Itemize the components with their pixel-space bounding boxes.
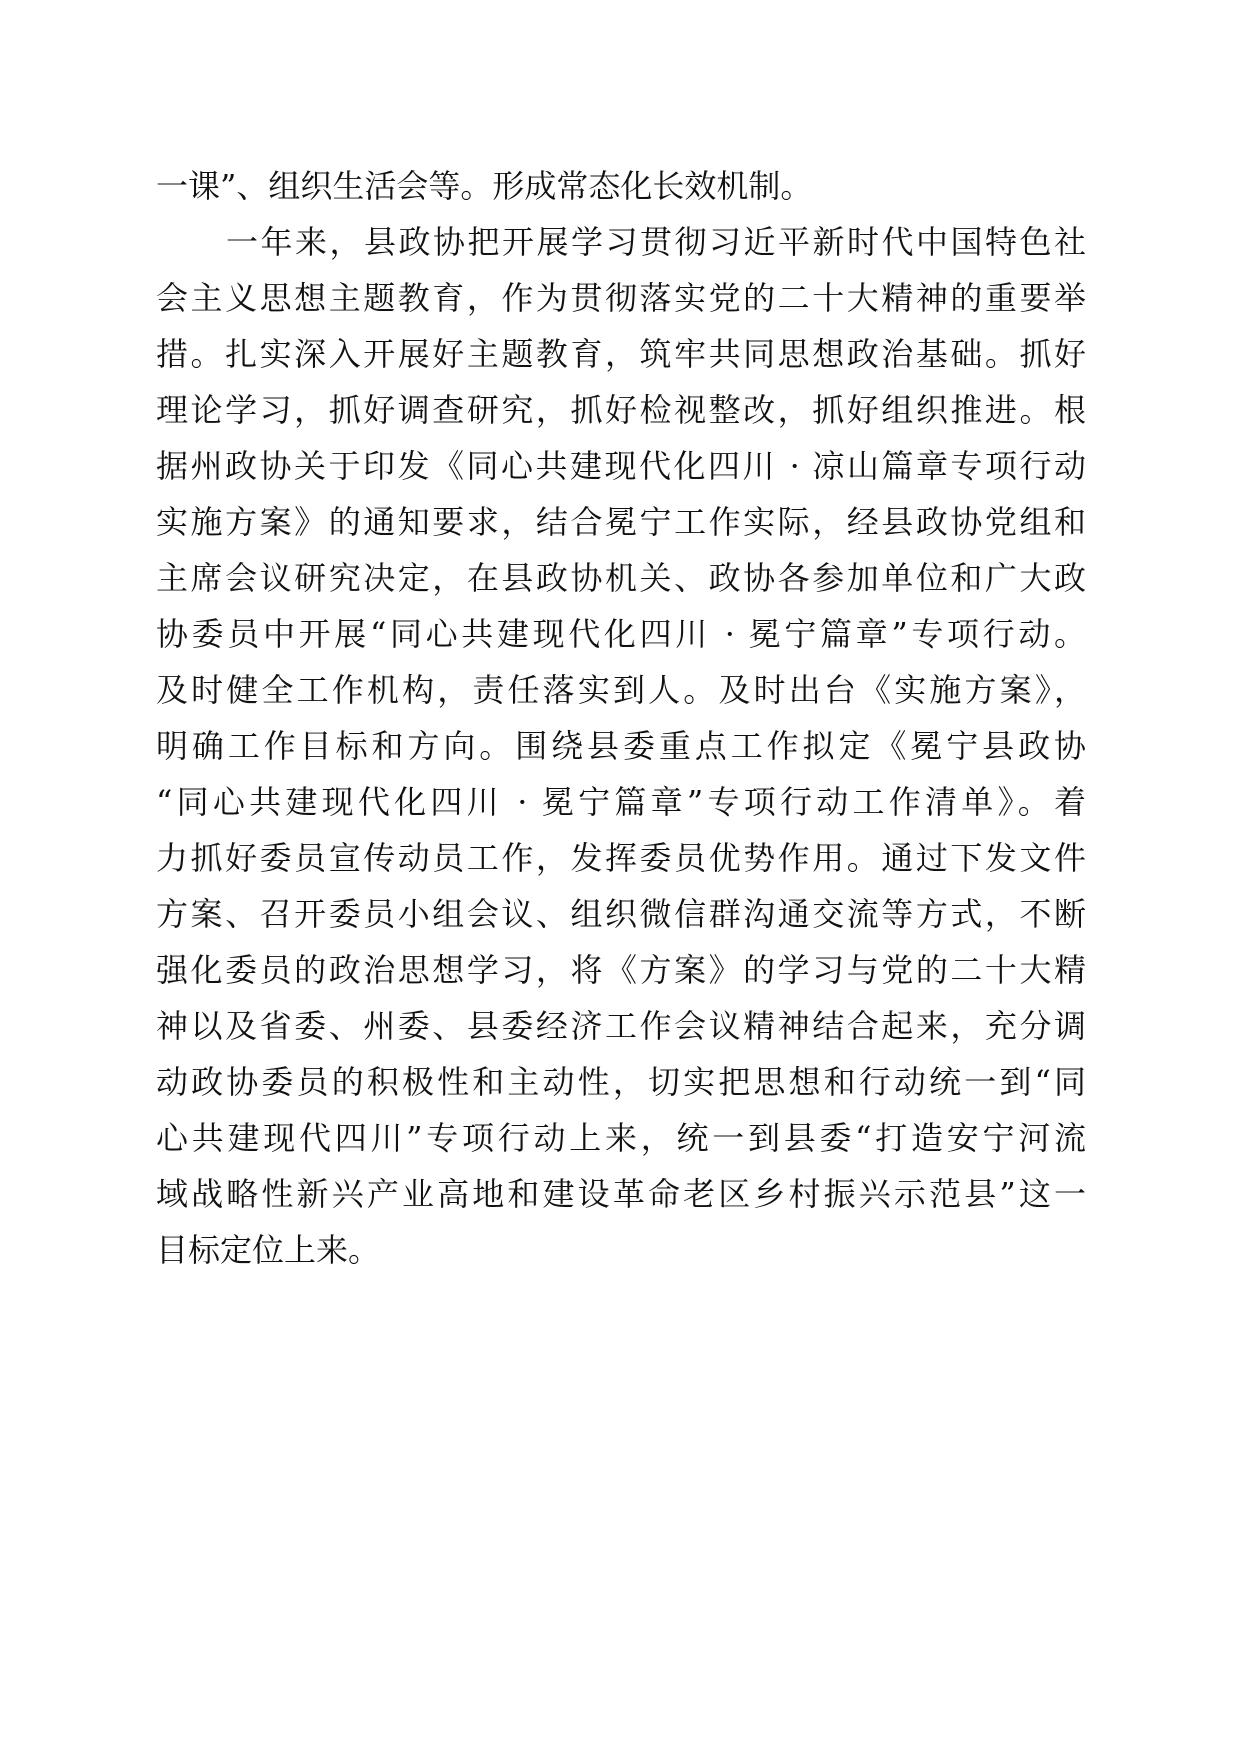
text-line: 理论学习，抓好调查研究，抓好检视整改，抓好组织推进。根 xyxy=(156,391,1086,429)
text-line: 据州政协关于印发《同心共建现代化四川 · 凉山篇章专项行动 xyxy=(156,447,1086,485)
text-line: 强化委员的政治思想学习，将《方案》的学习与党的二十大精 xyxy=(156,951,1086,989)
paragraph-last-line: 目标定位上来。 xyxy=(156,1231,381,1269)
text-line: 实施方案》的通知要求，结合冕宁工作实际，经县政协党组和 xyxy=(156,503,1086,541)
text-line: 动政协委员的积极性和主动性，切实把思想和行动统一到“同 xyxy=(156,1063,1086,1101)
text-line: 协委员中开展“同心共建现代化四川 · 冕宁篇章”专项行动。 xyxy=(156,615,1086,653)
text-line: 域战略性新兴产业高地和建设革命老区乡村振兴示范县”这一 xyxy=(156,1175,1086,1213)
text-line: 措。扎实深入开展好主题教育，筑牢共同思想政治基础。抓好 xyxy=(156,335,1086,373)
text-line: 明确工作目标和方向。围绕县委重点工作拟定《冕宁县政协 xyxy=(156,727,1086,765)
text-line: 主席会议研究决定，在县政协机关、政协各参加单位和广大政 xyxy=(156,559,1086,597)
text-line: “同心共建现代化四川 · 冕宁篇章”专项行动工作清单》。着 xyxy=(156,783,1086,821)
text-line: 及时健全工作机构，责任落实到人。及时出台《实施方案》， xyxy=(156,671,1086,709)
text-line: 一课”、组织生活会等。形成常态化长效机制。 xyxy=(156,167,813,205)
text-line: 会主义思想主题教育，作为贯彻落实党的二十大精神的重要举 xyxy=(156,279,1086,317)
body-text xyxy=(156,158,1086,1278)
paragraph-first-line: 一年来，县政协把开展学习贯彻习近平新时代中国特色社 xyxy=(226,223,1086,261)
text-line: 心共建现代四川”专项行动上来，统一到县委“打造安宁河流 xyxy=(156,1119,1086,1157)
text-line: 方案、召开委员小组会议、组织微信群沟通交流等方式，不断 xyxy=(156,895,1086,933)
text-line: 神以及省委、州委、县委经济工作会议精神结合起来，充分调 xyxy=(156,1007,1086,1045)
text-line: 力抓好委员宣传动员工作，发挥委员优势作用。通过下发文件 xyxy=(156,839,1086,877)
